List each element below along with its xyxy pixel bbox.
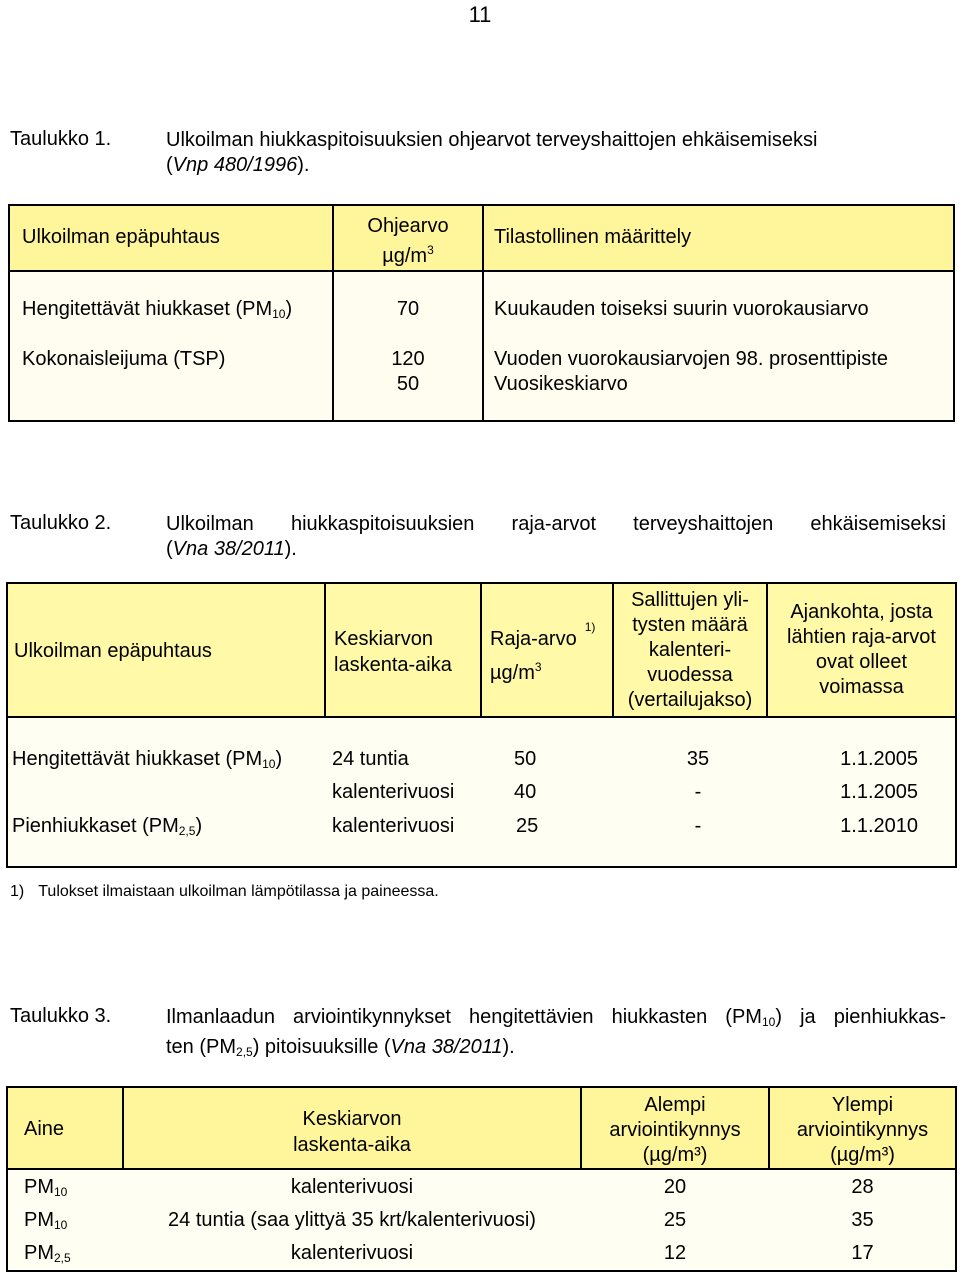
table3-row3-upper: 17: [851, 1242, 874, 1264]
table1-row2-value: 120: [391, 348, 425, 370]
table2-row2-date: 1.1.2005: [840, 781, 918, 803]
table2-title-line1: Ulkoilman hiukkaspitoisuuksien raja-arvot terveyshaittojen ehkäisemiseksi: [166, 513, 946, 535]
table3-row1-lower: 20: [663, 1176, 687, 1198]
table3-header-lower: Alempi arviointikynnys (µg/m³): [609, 1094, 741, 1166]
table1-header-guide: Ohjearvo $\mu g/m^3$: [367, 215, 449, 267]
table2-row2-period: kalenterivuosi: [332, 781, 455, 803]
table2-row1-pollutant: Hengitettävät hiukkaset $(PM_{10})$: [12, 748, 283, 771]
table3: [6, 1086, 957, 1272]
table3-header-divider: [8, 1168, 955, 1170]
table1-row2-definition: Vuoden vuorokausiarvojen 98. prosenttipiste: [494, 348, 888, 370]
table2-row1-date: 1.1.2005: [840, 748, 918, 770]
table1-row1-definition: Kuukauden toiseksi suurin vuorokausiarvo: [494, 298, 869, 320]
table1-row2-pollutant: Kokonaisleijuma (TSP): [22, 348, 226, 370]
table2-header-limit: Raja-arvo$^{1)}$ $\mu g/m^3$: [490, 620, 596, 684]
table2-header-date: Ajankohta, josta lähtien raja-arvot ovat olleet voimassa: [787, 601, 936, 698]
table2-title-line2: (Vna 38/2011).: [166, 538, 297, 560]
table2-reference: Vna 38/2011: [172, 538, 285, 560]
table2-row1-exceed: 35: [686, 748, 710, 770]
table2-footnote: 1) Tulokset ilmaistaan ulkoilman lämpötilassa ja paineessa.: [10, 883, 439, 900]
page-number: 11: [468, 2, 492, 27]
table1: [8, 204, 955, 422]
table1-row1-value: 70: [396, 298, 420, 320]
table1-title-line1: Ulkoilman hiukkaspitoisuuksien ohjearvot terveyshaittojen ehkäisemiseksi: [166, 129, 818, 151]
table3-row3-lower: 12: [663, 1242, 687, 1264]
table3-reference: Vna 38/2011: [390, 1036, 503, 1058]
table2-row3-period: kalenterivuosi: [332, 815, 455, 837]
table1-header-definition: Tilastollinen määrittely: [494, 226, 692, 248]
table3-title-line2: ten $(PM_{2,5})$ pitoisuuksille (Vna 38/2011).: [166, 1036, 515, 1059]
table2: [6, 582, 957, 868]
table2-header-pollutant: Ulkoilman epäpuhtaus: [14, 640, 212, 662]
table3-row1-substance: $PM_{10}$: [24, 1176, 68, 1199]
table1-row1-pollutant: Hengitettävät hiukkaset $(PM_{10})$: [22, 298, 293, 321]
table3-title-line1: Ilmanlaadun arviointikynnykset hengitettävien hiukkasten $(PM_{10})$ ja pienhiukkas-: [166, 1006, 947, 1029]
table3-header-upper: Ylempi arviointikynnys (µg/m³): [796, 1094, 929, 1166]
table3-row3-period: kalenterivuosi: [290, 1242, 414, 1264]
table1-label: Taulukko 1.: [10, 128, 112, 150]
table2-header-exceedances: Sallittujen yli- tysten määrä kalenteri- vuodessa (vertailujakso): [627, 589, 753, 711]
table2-col-divider: [480, 584, 482, 718]
table3-row2-substance: $PM_{10}$: [24, 1209, 68, 1232]
table1-col-divider: [482, 206, 484, 420]
table1-title-line2: (Vnp 480/1996).: [166, 154, 310, 176]
table3-row1-period: kalenterivuosi: [290, 1176, 414, 1198]
table2-row2-limit: 40: [514, 781, 537, 803]
table3-header-period: Keskiarvon laskenta-aika: [293, 1108, 411, 1156]
table3-row1-upper: 28: [851, 1176, 874, 1198]
table2-caption: [166, 512, 946, 562]
table2-row1-period: 24 tuntia: [332, 748, 409, 770]
table1-row3-value: 50: [396, 373, 420, 395]
table2-row3-limit: 25: [516, 815, 539, 837]
table2-row2-exceed: -: [694, 781, 702, 803]
table1-row3-definition: Vuosikeskiarvo: [494, 373, 628, 395]
table1-header-pollutant: Ulkoilman epäpuhtaus: [22, 226, 220, 248]
table3-row3-substance: $PM_{2,5}$: [24, 1242, 71, 1265]
table3-caption: [166, 1005, 946, 1065]
table2-label: Taulukko 2.: [10, 512, 112, 534]
table2-row1-limit: 50: [514, 748, 537, 770]
table1-reference: Vnp 480/1996: [172, 154, 298, 176]
table2-footnote-ref: 1): [584, 620, 596, 634]
table3-row2-lower: 25: [663, 1209, 687, 1231]
table2-header-period: Keskiarvon laskenta-aika: [334, 628, 452, 676]
table2-row3-pollutant: Pienhiukkaset $(PM_{2,5})$: [12, 815, 203, 838]
table3-row2-upper: 35: [851, 1209, 874, 1231]
table3-header-substance: Aine: [24, 1118, 65, 1140]
table2-col-divider: [324, 584, 326, 718]
table3-row2-period: 24 tuntia (saa ylittyä 35 krt/kalenterivuosi): [168, 1209, 536, 1231]
table2-row3-date: 1.1.2010: [840, 815, 918, 837]
table2-row3-exceed: -: [694, 815, 702, 837]
table1-caption: [166, 128, 946, 178]
table3-label: Taulukko 3.: [10, 1005, 112, 1027]
